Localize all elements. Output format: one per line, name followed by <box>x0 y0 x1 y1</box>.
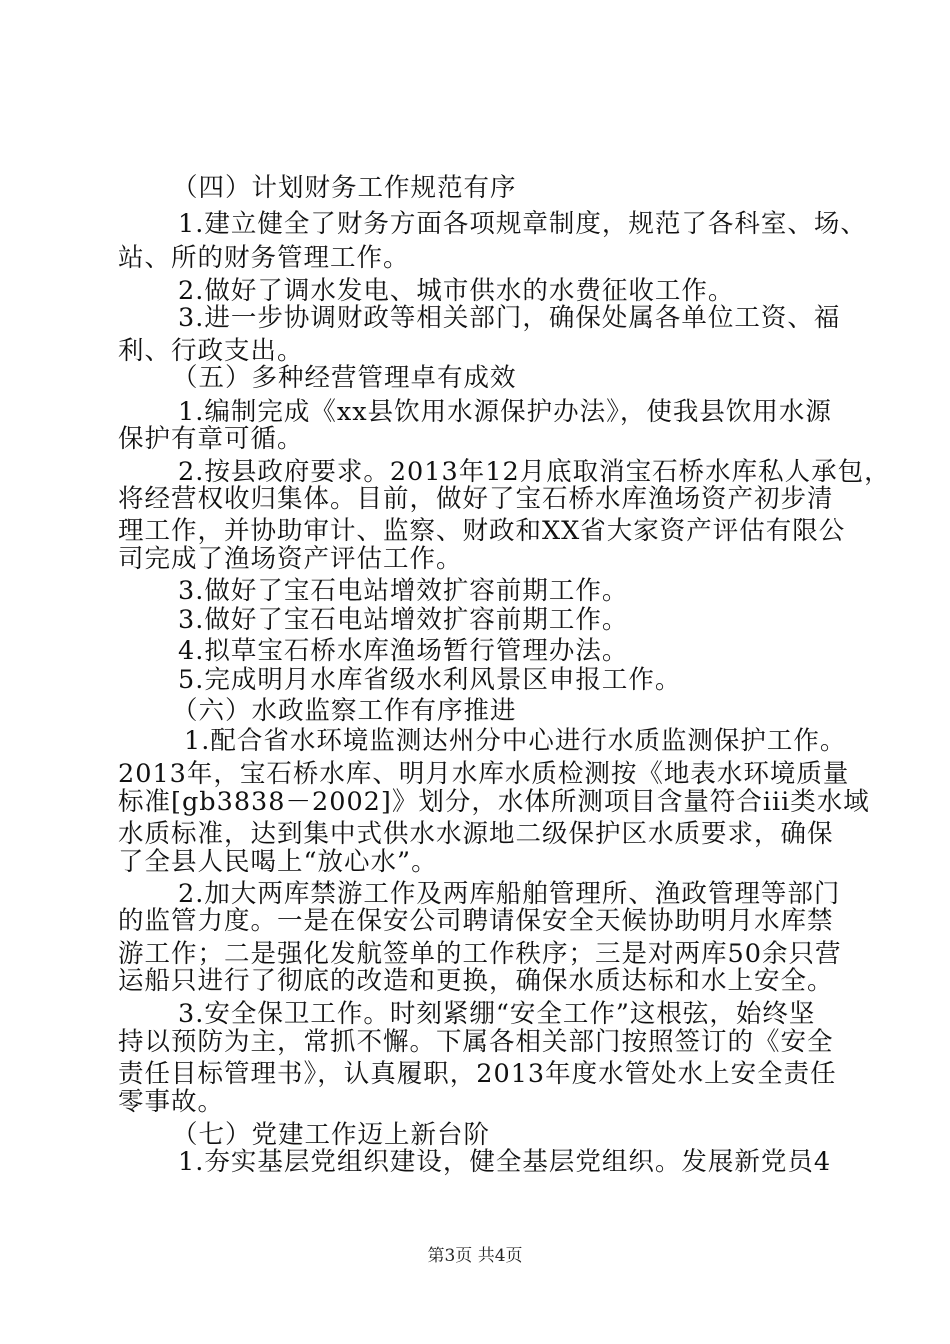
paragraph-line: 利、行政支出。 <box>118 336 304 366</box>
paragraph-line: 持以预防为主，常抓不懈。下属各相关部门按照签订的《安全 <box>118 1027 834 1057</box>
section-heading-4: （四）计划财务工作规范有序 <box>172 173 517 203</box>
paragraph-line: 游工作；二是强化发航签单的工作秩序；三是对两库50余只营 <box>118 939 842 969</box>
paragraph-line: 2.按县政府要求。2013年12月底取消宝石桥水库私人承包， <box>178 457 891 487</box>
paragraph-line: 4.拟草宝石桥水库渔场暂行管理办法。 <box>178 636 629 666</box>
paragraph-line: 零事故。 <box>118 1087 225 1117</box>
paragraph-line: 1.建立健全了财务方面各项规章制度，规范了各科室、场、 <box>178 209 867 239</box>
paragraph-line: 站、所的财务管理工作。 <box>118 243 410 273</box>
paragraph-line: 将经营权收归集体。目前，做好了宝石桥水库渔场资产初步清 <box>118 484 834 514</box>
paragraph-line: 保护有章可循。 <box>118 424 304 454</box>
paragraph-line: 3.做好了宝石电站增效扩容前期工作。 <box>178 605 629 635</box>
paragraph-line: 水质标准，达到集中式供水水源地二级保护区水质要求，确保 <box>118 819 834 849</box>
paragraph-line: 5.完成明月水库省级水利风景区申报工作。 <box>178 665 682 695</box>
paragraph-line: 3.安全保卫工作。时刻紧绷“安全工作”这根弦，始终坚 <box>178 999 816 1029</box>
paragraph-line: 3.做好了宝石电站增效扩容前期工作。 <box>178 576 629 606</box>
section-heading-7: （七）党建工作迈上新台阶 <box>172 1120 491 1150</box>
paragraph-line: 2.加大两库禁游工作及两库船舶管理所、渔政管理等部门 <box>178 879 841 909</box>
paragraph-line: 司完成了渔场资产评估工作。 <box>118 544 463 574</box>
paragraph-line: 理工作，并协助审计、监察、财政和XX省大家资产评估有限公 <box>118 516 846 546</box>
section-heading-5: （五）多种经营管理卓有成效 <box>172 363 517 393</box>
page-footer: 第3页 共4页 <box>427 1246 523 1266</box>
paragraph-line: 1.配合省水环境监测达州分中心进行水质监测保护工作。 <box>184 726 847 756</box>
paragraph-line: 3.进一步协调财政等相关部门，确保处属各单位工资、福 <box>178 303 841 333</box>
paragraph-line: 1.夯实基层党组织建设，健全基层党组织。发展新党员4 <box>178 1147 832 1177</box>
paragraph-line: 1.编制完成《xx县饮用水源保护办法》，使我县饮用水源 <box>178 397 832 427</box>
paragraph-line: 责任目标管理书》，认真履职，2013年度水管处水上安全责任 <box>118 1059 837 1089</box>
paragraph-line: 运船只进行了彻底的改造和更换，确保水质达标和水上安全。 <box>118 966 834 996</box>
paragraph-line: 2.做好了调水发电、城市供水的水费征收工作。 <box>178 276 735 306</box>
paragraph-line: 2013年，宝石桥水库、明月水库水质检测按《地表水环境质量 <box>118 759 850 789</box>
section-heading-6: （六）水政监察工作有序推进 <box>172 696 517 726</box>
paragraph-line: 标准[gb3838－2002]》划分，水体所测项目含量符合iii类水域 <box>118 787 870 817</box>
paragraph-line: 的监管力度。一是在保安公司聘请保安全天候协助明月水库禁 <box>118 906 834 936</box>
paragraph-line: 了全县人民喝上“放心水”。 <box>118 847 438 877</box>
